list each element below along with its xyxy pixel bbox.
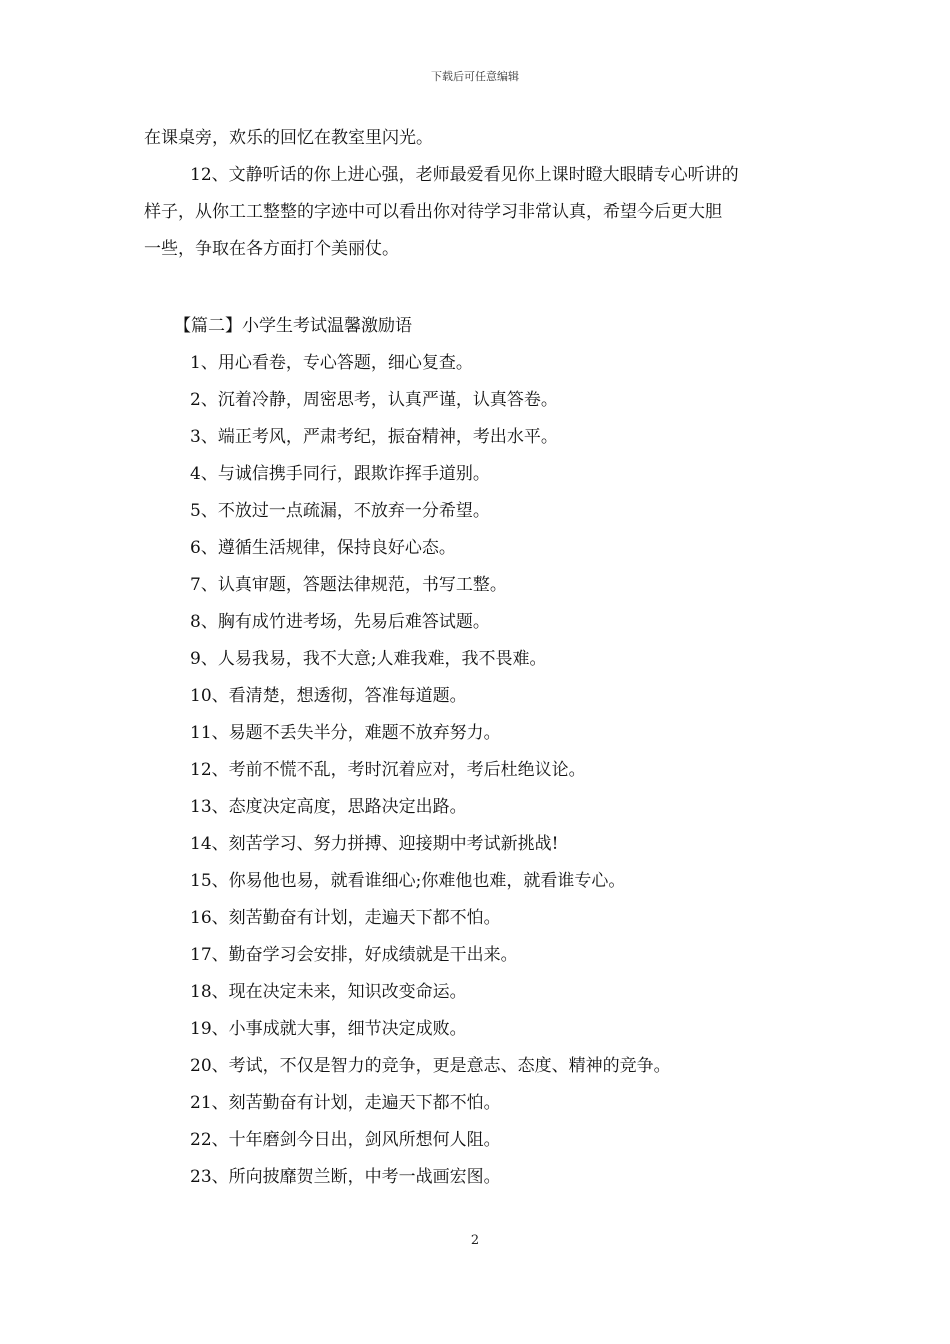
list-item: 20、考试，不仅是智力的竞争，更是意志、态度、精神的竞争。 <box>190 1056 671 1076</box>
list-item: 23、所向披靡贺兰断，中考一战画宏图。 <box>190 1167 501 1187</box>
list-item: 22、十年磨剑今日出，剑风所想何人阻。 <box>190 1130 501 1150</box>
list-item: 7、认真审题，答题法律规范，书写工整。 <box>190 575 507 595</box>
page-header: 下载后可任意编辑 <box>431 70 519 83</box>
list-item: 5、不放过一点疏漏，不放弃一分希望。 <box>190 501 490 521</box>
list-item: 1、用心看卷，专心答题，细心复查。 <box>190 353 473 373</box>
section-heading: 【篇二】小学生考试温馨激励语 <box>174 316 412 336</box>
section-spacer <box>144 268 808 308</box>
page-number: 2 <box>470 1233 480 1248</box>
list-item: 9、人易我易，我不大意;人难我难，我不畏难。 <box>190 649 547 669</box>
list-item: 13、态度决定高度，思路决定出路。 <box>190 797 467 817</box>
list-item: 10、看清楚，想透彻，答准每道题。 <box>190 686 467 706</box>
list-item: 18、现在决定未来，知识改变命运。 <box>190 982 467 1002</box>
list-item: 11、易题不丢失半分，难题不放弃努力。 <box>190 723 501 743</box>
list-item: 12、考前不慌不乱，考时沉着应对，考后杜绝议论。 <box>190 760 586 780</box>
list-item: 4、与诚信携手同行，跟欺诈挥手道别。 <box>190 464 490 484</box>
list-item: 19、小事成就大事，细节决定成败。 <box>190 1019 467 1039</box>
list-item: 16、刻苦勤奋有计划，走遍天下都不怕。 <box>190 908 501 928</box>
document-body <box>144 120 808 1196</box>
paragraph-line: 12、文静听话的你上进心强，老师最爱看见你上课时瞪大眼睛专心听讲的 <box>190 165 739 185</box>
list-item: 2、沉着冷静，周密思考，认真严谨，认真答卷。 <box>190 390 558 410</box>
continuation-line: 在课桌旁，欢乐的回忆在教室里闪光。 <box>144 128 433 148</box>
list-item: 3、端正考风，严肃考纪，振奋精神，考出水平。 <box>190 427 558 447</box>
list-item: 14、刻苦学习、努力拼搏、迎接期中考试新挑战! <box>190 834 559 854</box>
paragraph-line: 样子，从你工工整整的字迹中可以看出你对待学习非常认真，希望今后更大胆 <box>144 202 722 222</box>
list-item: 8、胸有成竹进考场，先易后难答试题。 <box>190 612 490 632</box>
list-item: 21、刻苦勤奋有计划，走遍天下都不怕。 <box>190 1093 501 1113</box>
list-item: 15、你易他也易，就看谁细心;你难他也难，就看谁专心。 <box>190 871 626 891</box>
paragraph-line: 一些，争取在各方面打个美丽仗。 <box>144 239 399 259</box>
list-item: 6、遵循生活规律，保持良好心态。 <box>190 538 456 558</box>
list-item: 17、勤奋学习会安排，好成绩就是干出来。 <box>190 945 518 965</box>
paragraph-12 <box>144 157 808 268</box>
encouragement-list <box>144 345 808 1196</box>
